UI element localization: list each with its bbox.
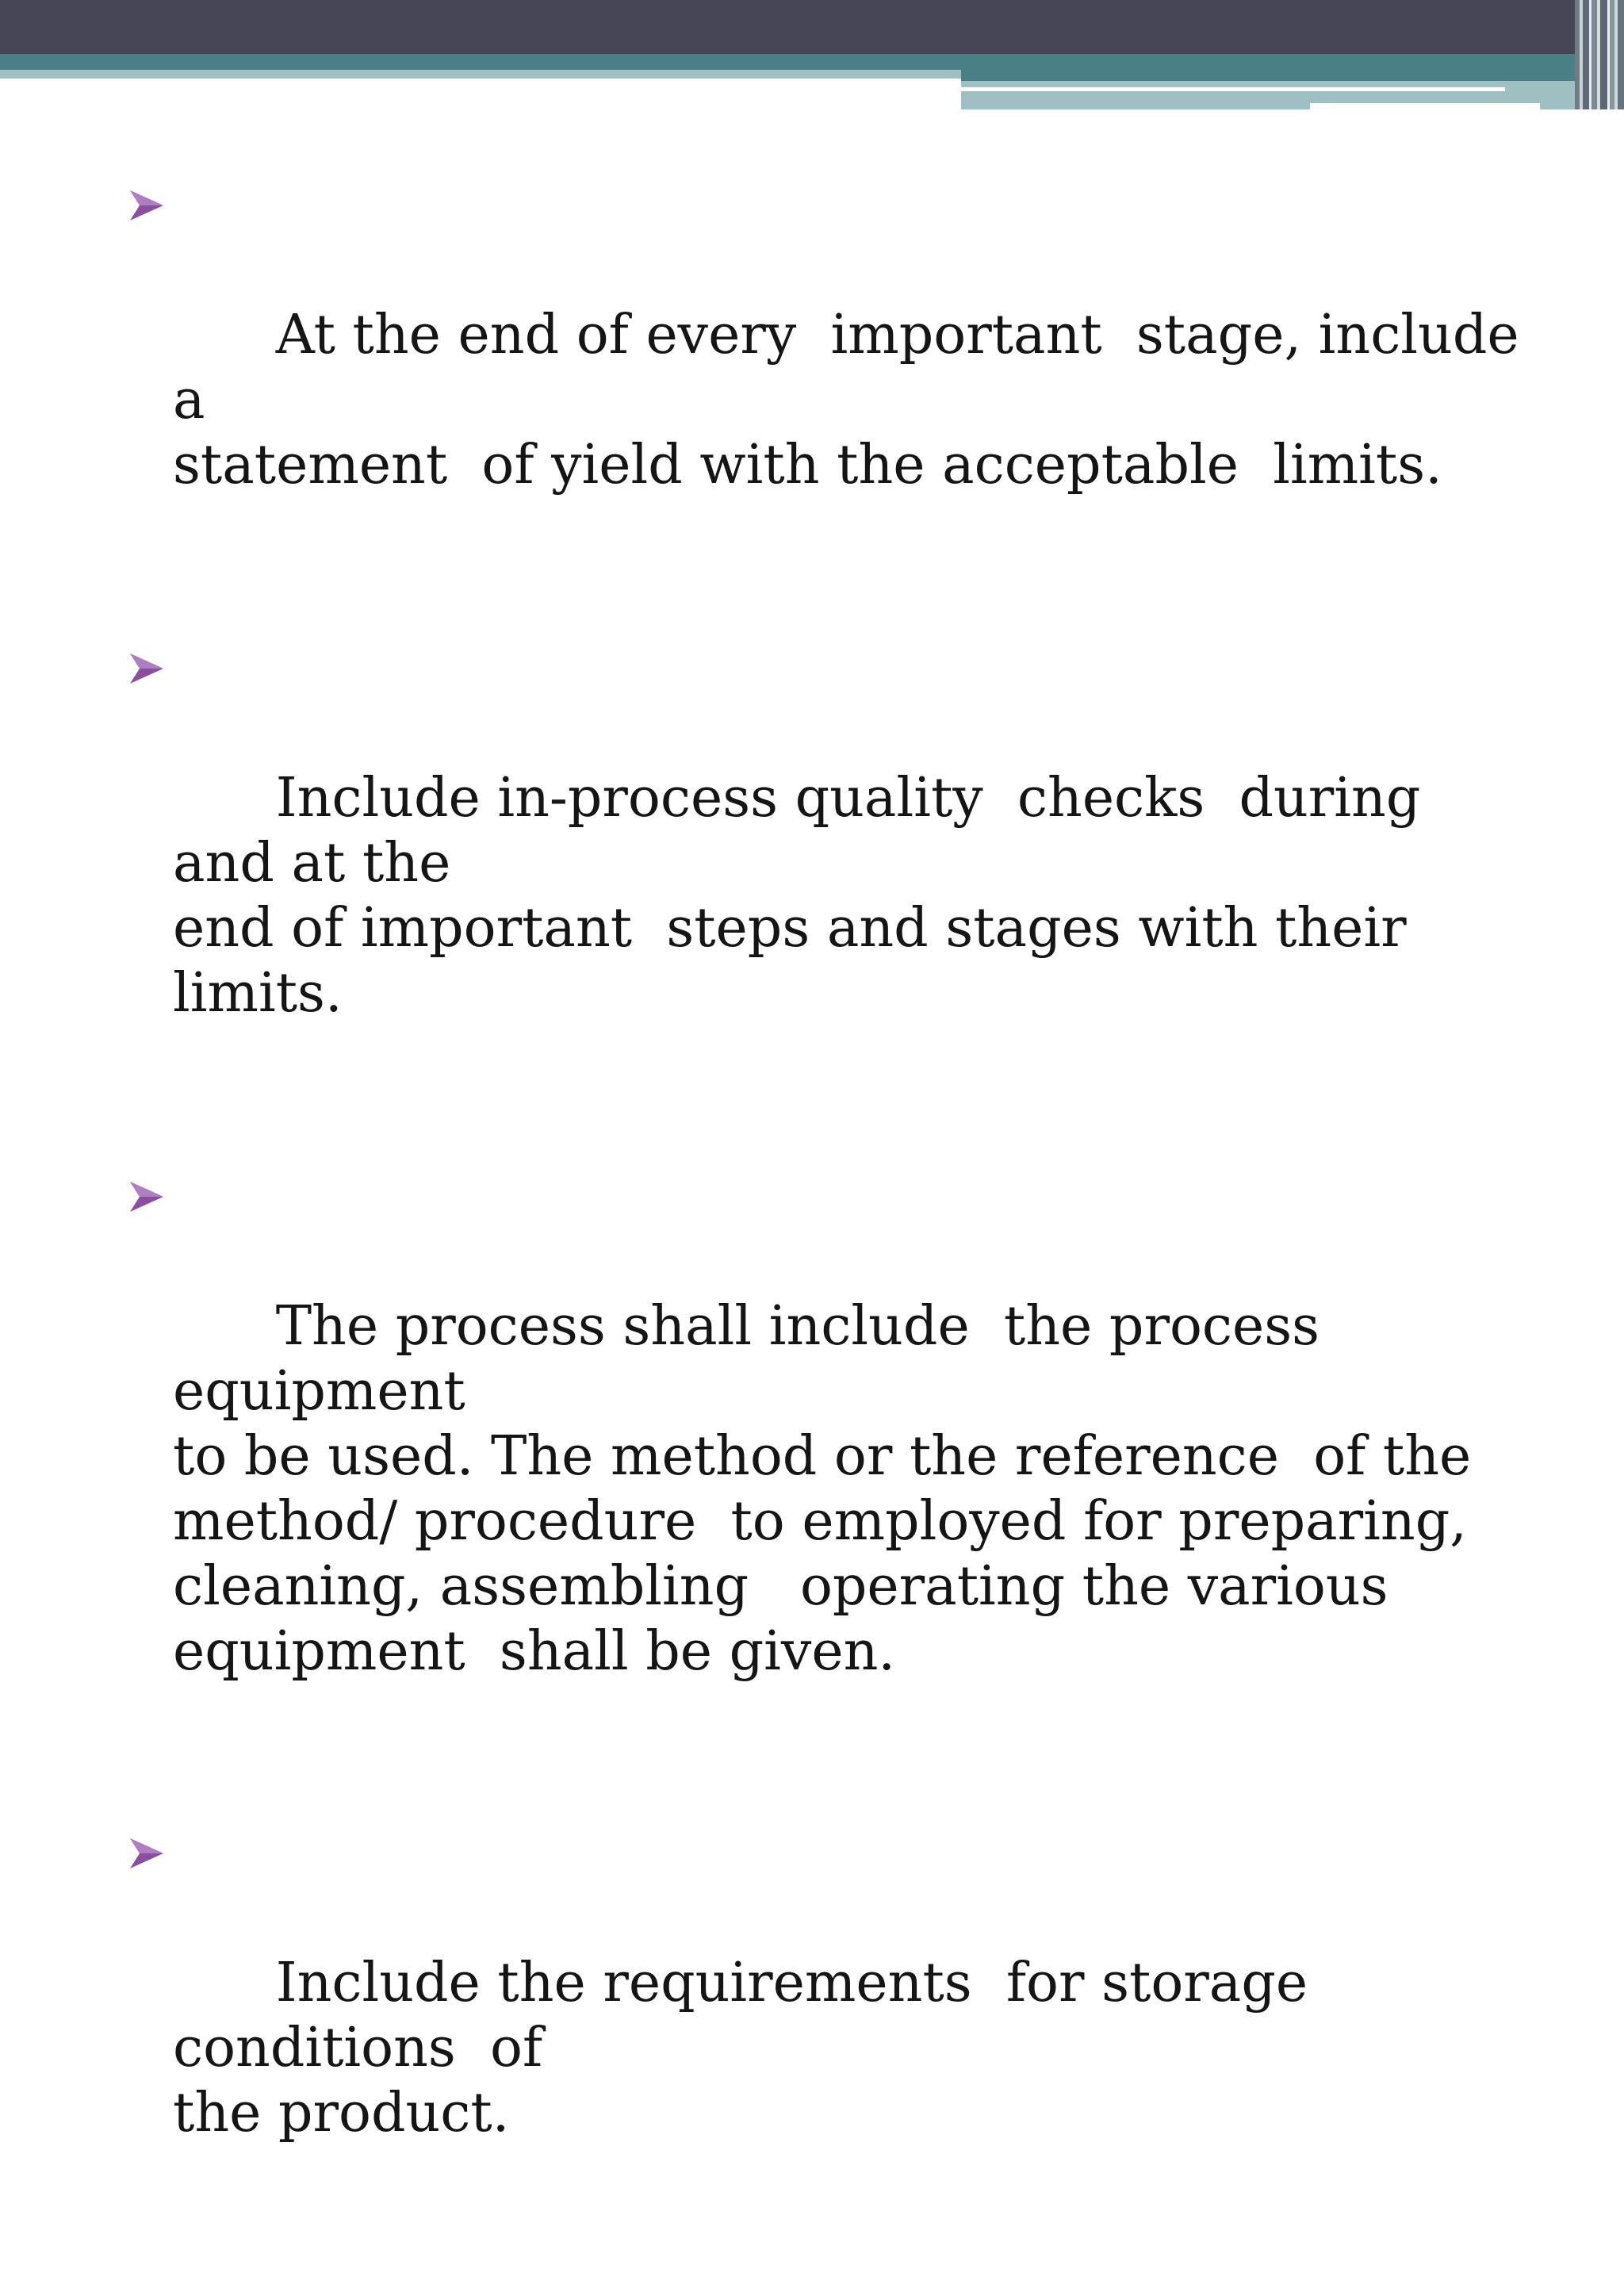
header-white-block bbox=[1310, 103, 1540, 113]
bullet-text: The process shall include the process equipment to be used. The method or the reference of the method/ procedure to employed for preparing, cleaning, assembling operating the various equipment shall be given. bbox=[173, 1295, 1472, 1683]
bullet-text: Include in-process quality checks during and at the end of important steps and stages with their limits. bbox=[173, 767, 1421, 1025]
header-band-dark bbox=[0, 0, 1624, 54]
bullet-item bbox=[128, 1164, 1532, 1749]
header-band-teal-right bbox=[961, 70, 1624, 81]
bullet-list bbox=[128, 173, 1532, 2284]
arrow-bullet-icon bbox=[128, 650, 165, 687]
header-band-teal bbox=[0, 54, 1624, 70]
bullet-text: At the end of every important stage, include a statement of yield with the acceptable limits. bbox=[173, 304, 1519, 496]
bullet-text: Include the requirements for storage conditions of the product. bbox=[173, 1952, 1308, 2144]
arrow-bullet-icon bbox=[128, 1178, 165, 1215]
arrow-bullet-icon bbox=[128, 187, 165, 224]
header-white-line bbox=[961, 87, 1505, 91]
header-band-light-left bbox=[0, 70, 961, 79]
bullet-item bbox=[128, 173, 1532, 563]
arrow-bullet-icon bbox=[128, 1835, 165, 1872]
bullet-item bbox=[128, 1821, 1532, 2211]
header-vertical-stripes bbox=[1575, 0, 1624, 109]
bullet-item bbox=[128, 636, 1532, 1091]
